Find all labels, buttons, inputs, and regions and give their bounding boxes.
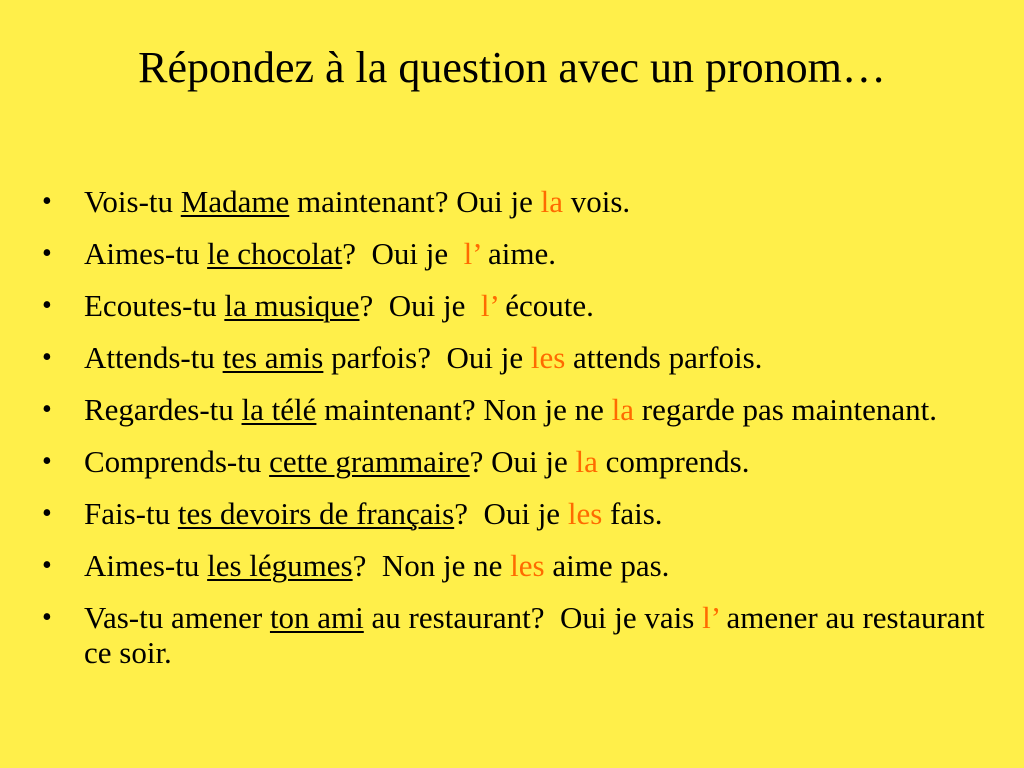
question-start: Regardes-tu: [84, 392, 242, 427]
question-start: Attends-tu: [84, 340, 223, 375]
object-noun: tes amis: [222, 340, 324, 375]
pronoun: la: [611, 392, 635, 427]
pronoun: l’: [480, 288, 498, 323]
question-rest: maintenant? Oui je: [289, 184, 541, 219]
answer-end: comprends.: [597, 444, 750, 479]
object-noun: la télé: [241, 392, 317, 427]
slide-title: Répondez à la question avec un pronom…: [138, 43, 886, 92]
answer-end: attends parfois.: [565, 340, 763, 375]
question-start: Comprends-tu: [84, 444, 270, 479]
question-start: Aimes-tu: [84, 236, 208, 271]
list-item: [42, 548, 1002, 583]
list-item: [42, 340, 1002, 375]
question-rest: ? Oui je: [454, 496, 568, 531]
bullet-icon: •: [42, 446, 52, 477]
answer-end: aime.: [480, 236, 557, 271]
pronoun: la: [575, 444, 598, 479]
object-noun: ton ami: [269, 600, 364, 635]
object-noun: cette grammaire: [269, 444, 470, 479]
object-noun: les légumes: [207, 548, 353, 583]
answer-end: vois.: [562, 184, 631, 219]
object-noun: Madame: [180, 184, 290, 219]
list-item: [42, 184, 1002, 219]
question-start: Vois-tu: [84, 184, 181, 219]
pronoun: les: [530, 340, 566, 375]
question-start: Ecoutes-tu: [84, 288, 225, 323]
question-rest: ? Oui je: [359, 288, 481, 323]
bullet-icon: •: [42, 342, 52, 373]
question-rest: parfois? Oui je: [323, 340, 531, 375]
question-start: Vas-tu amener: [84, 600, 270, 635]
pronoun: la: [540, 184, 563, 219]
list-item: [42, 496, 1002, 531]
pronoun: l’: [463, 236, 481, 271]
bullet-icon: •: [42, 186, 52, 217]
question-list: [42, 184, 1002, 687]
question-rest: ? Non je ne: [352, 548, 511, 583]
pronoun: les: [567, 496, 603, 531]
question-start: Aimes-tu: [84, 548, 208, 583]
list-item: [42, 288, 1002, 323]
answer-end: amener au restaurant ce soir.: [84, 600, 985, 670]
answer-end: aime pas.: [544, 548, 670, 583]
list-item: [42, 392, 1002, 427]
object-noun: la musique: [224, 288, 360, 323]
bullet-icon: •: [42, 498, 52, 529]
list-item: [42, 236, 1002, 271]
question-rest: ? Oui je: [469, 444, 576, 479]
answer-end: écoute.: [497, 288, 594, 323]
question-rest: maintenant? Non je ne: [316, 392, 612, 427]
pronoun: l’: [702, 600, 719, 635]
question-rest: au restaurant? Oui je vais: [363, 600, 703, 635]
pronoun: les: [510, 548, 545, 583]
object-noun: tes devoirs de français: [177, 496, 455, 531]
bullet-icon: •: [42, 394, 52, 425]
question-rest: ? Oui je: [342, 236, 464, 271]
question-start: Fais-tu: [84, 496, 178, 531]
bullet-icon: •: [42, 550, 52, 581]
bullet-icon: •: [42, 290, 52, 321]
list-item: [42, 444, 1002, 479]
list-item: [42, 600, 1002, 670]
bullet-icon: •: [42, 602, 52, 633]
bullet-icon: •: [42, 238, 52, 269]
answer-end: fais.: [602, 496, 663, 531]
answer-end: regarde pas maintenant.: [634, 392, 938, 427]
object-noun: le chocolat: [207, 236, 343, 271]
